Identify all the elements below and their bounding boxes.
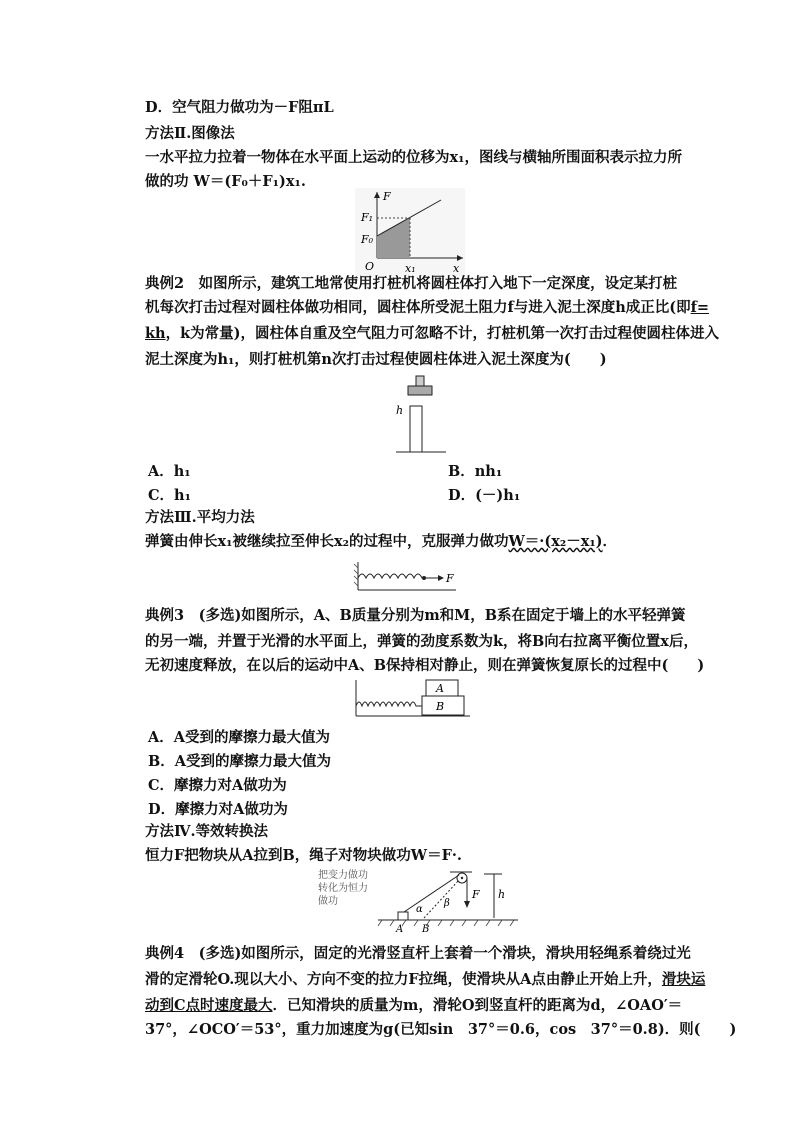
- pulley-diagram: [312, 866, 524, 932]
- point-b-label: B: [422, 924, 430, 932]
- example-3-line: 的另一端，并置于光滑的水平面上，弹簧的劲度系数为k，将B向右拉离平衡位置x后，: [145, 633, 698, 650]
- example-3-line: 典例3 (多选)如图所示，A、B质量分别为m和M，B系在固定于墙上的水平轻弹簧: [145, 607, 686, 624]
- example-2-line: kh，k为常量)，圆柱体自重及空气阻力可忽略不计，打桩机第一次打击过程使圆柱体进入: [145, 325, 719, 342]
- block-b-label: B: [436, 700, 445, 713]
- blocks-spring-figure: [352, 676, 472, 718]
- beta-label: β: [444, 898, 450, 909]
- method-3-heading: 方法Ⅲ.平均力法: [145, 509, 255, 526]
- x1-label: x₁: [405, 262, 416, 275]
- force-label: F: [446, 572, 454, 585]
- axis-f-label: F: [383, 190, 391, 203]
- note-line-2: 转化为恒力: [318, 883, 368, 894]
- block-a-label: A: [436, 682, 444, 695]
- h-label: h: [396, 404, 404, 417]
- axis-x-label: x: [453, 262, 460, 275]
- paragraph-line: 弹簧由伸长x₁被继续拉至伸长x₂的过程中，克服弹力做功W＝·(x₂－x₁)．: [145, 533, 618, 550]
- example-4-line: 滑的定滑轮O.现以大小、方向不变的拉力F拉绳，使滑块从A点由静止开始上升，滑块运: [145, 971, 706, 988]
- example-2-line: 泥土深度为h₁，则打桩机第n次打击过程使圆柱体进入泥土深度为( ): [145, 351, 607, 368]
- option-a: A．h₁: [148, 463, 191, 480]
- paragraph-line: 做的功 W＝(F₀＋F₁)x₁.: [145, 173, 306, 190]
- example-2-line: 典例2 如图所示，建筑工地常使用打桩机将圆柱体打入地下一定深度，设定某打桩: [145, 275, 678, 292]
- paragraph-line: 一水平拉力拉着一物体在水平面上运动的位移为x₁，图线与横轴所围面积表示拉力所: [145, 149, 682, 166]
- method-2-heading: 方法Ⅱ.图像法: [145, 125, 235, 142]
- spring-force-figure: [352, 556, 460, 596]
- force-label: F: [472, 888, 480, 901]
- example-4-line: 动到C点时速度最大．已知滑块的质量为m，滑轮O到竖直杆的距离为d，∠OAO′＝: [145, 997, 683, 1014]
- point-a-label: A: [396, 924, 404, 932]
- alpha-label: α: [416, 904, 423, 915]
- method-4-heading: 方法Ⅳ.等效转换法: [145, 823, 269, 840]
- option-d-line: D．空气阻力做功为－F阻πL: [145, 99, 334, 116]
- example-2-line: 机每次打击过程对圆柱体做功相同，圆柱体所受泥土阻力f与进入泥土深度h成正比(即f=: [145, 299, 710, 316]
- option-d: D．(－)h₁: [448, 487, 521, 504]
- option-b: B．nh₁: [448, 463, 503, 480]
- ex3-option-a: A．A受到的摩擦力最大值为: [148, 729, 330, 746]
- example-4-line: 37°，∠OCO′＝53°，重力加速度为g(已知sin 37°＝0.6，cos 37°＝0.8)．则( ): [145, 1021, 737, 1038]
- f1-label: F₁: [361, 211, 374, 224]
- example-3-line: 无初速度释放，在以后的运动中A、B保持相对静止，则在弹簧恢复原长的过程中( ): [145, 657, 705, 674]
- ex3-option-d: D．摩擦力对A做功为: [148, 801, 288, 818]
- note-line-3: 做功: [318, 896, 338, 907]
- option-c: C．h₁: [148, 487, 191, 504]
- paragraph-line: 恒力F把物块从A拉到B，绳子对物块做功W＝F·.: [145, 847, 462, 864]
- height-label: h: [498, 888, 506, 901]
- f0-label: F₀: [361, 233, 374, 246]
- ex3-option-b: B．A受到的摩擦力最大值为: [148, 753, 332, 770]
- ex3-option-c: C．摩擦力对A做功为: [148, 777, 287, 794]
- pile-driver-figure: [390, 372, 450, 454]
- force-displacement-graph: [355, 188, 465, 276]
- origin-label: O: [365, 260, 375, 273]
- example-4-line: 典例4 (多选)如图所示，固定的光滑竖直杆上套着一个滑块，滑块用轻绳系着绕过光: [145, 945, 691, 962]
- note-line-1: 把变力做功: [318, 870, 368, 881]
